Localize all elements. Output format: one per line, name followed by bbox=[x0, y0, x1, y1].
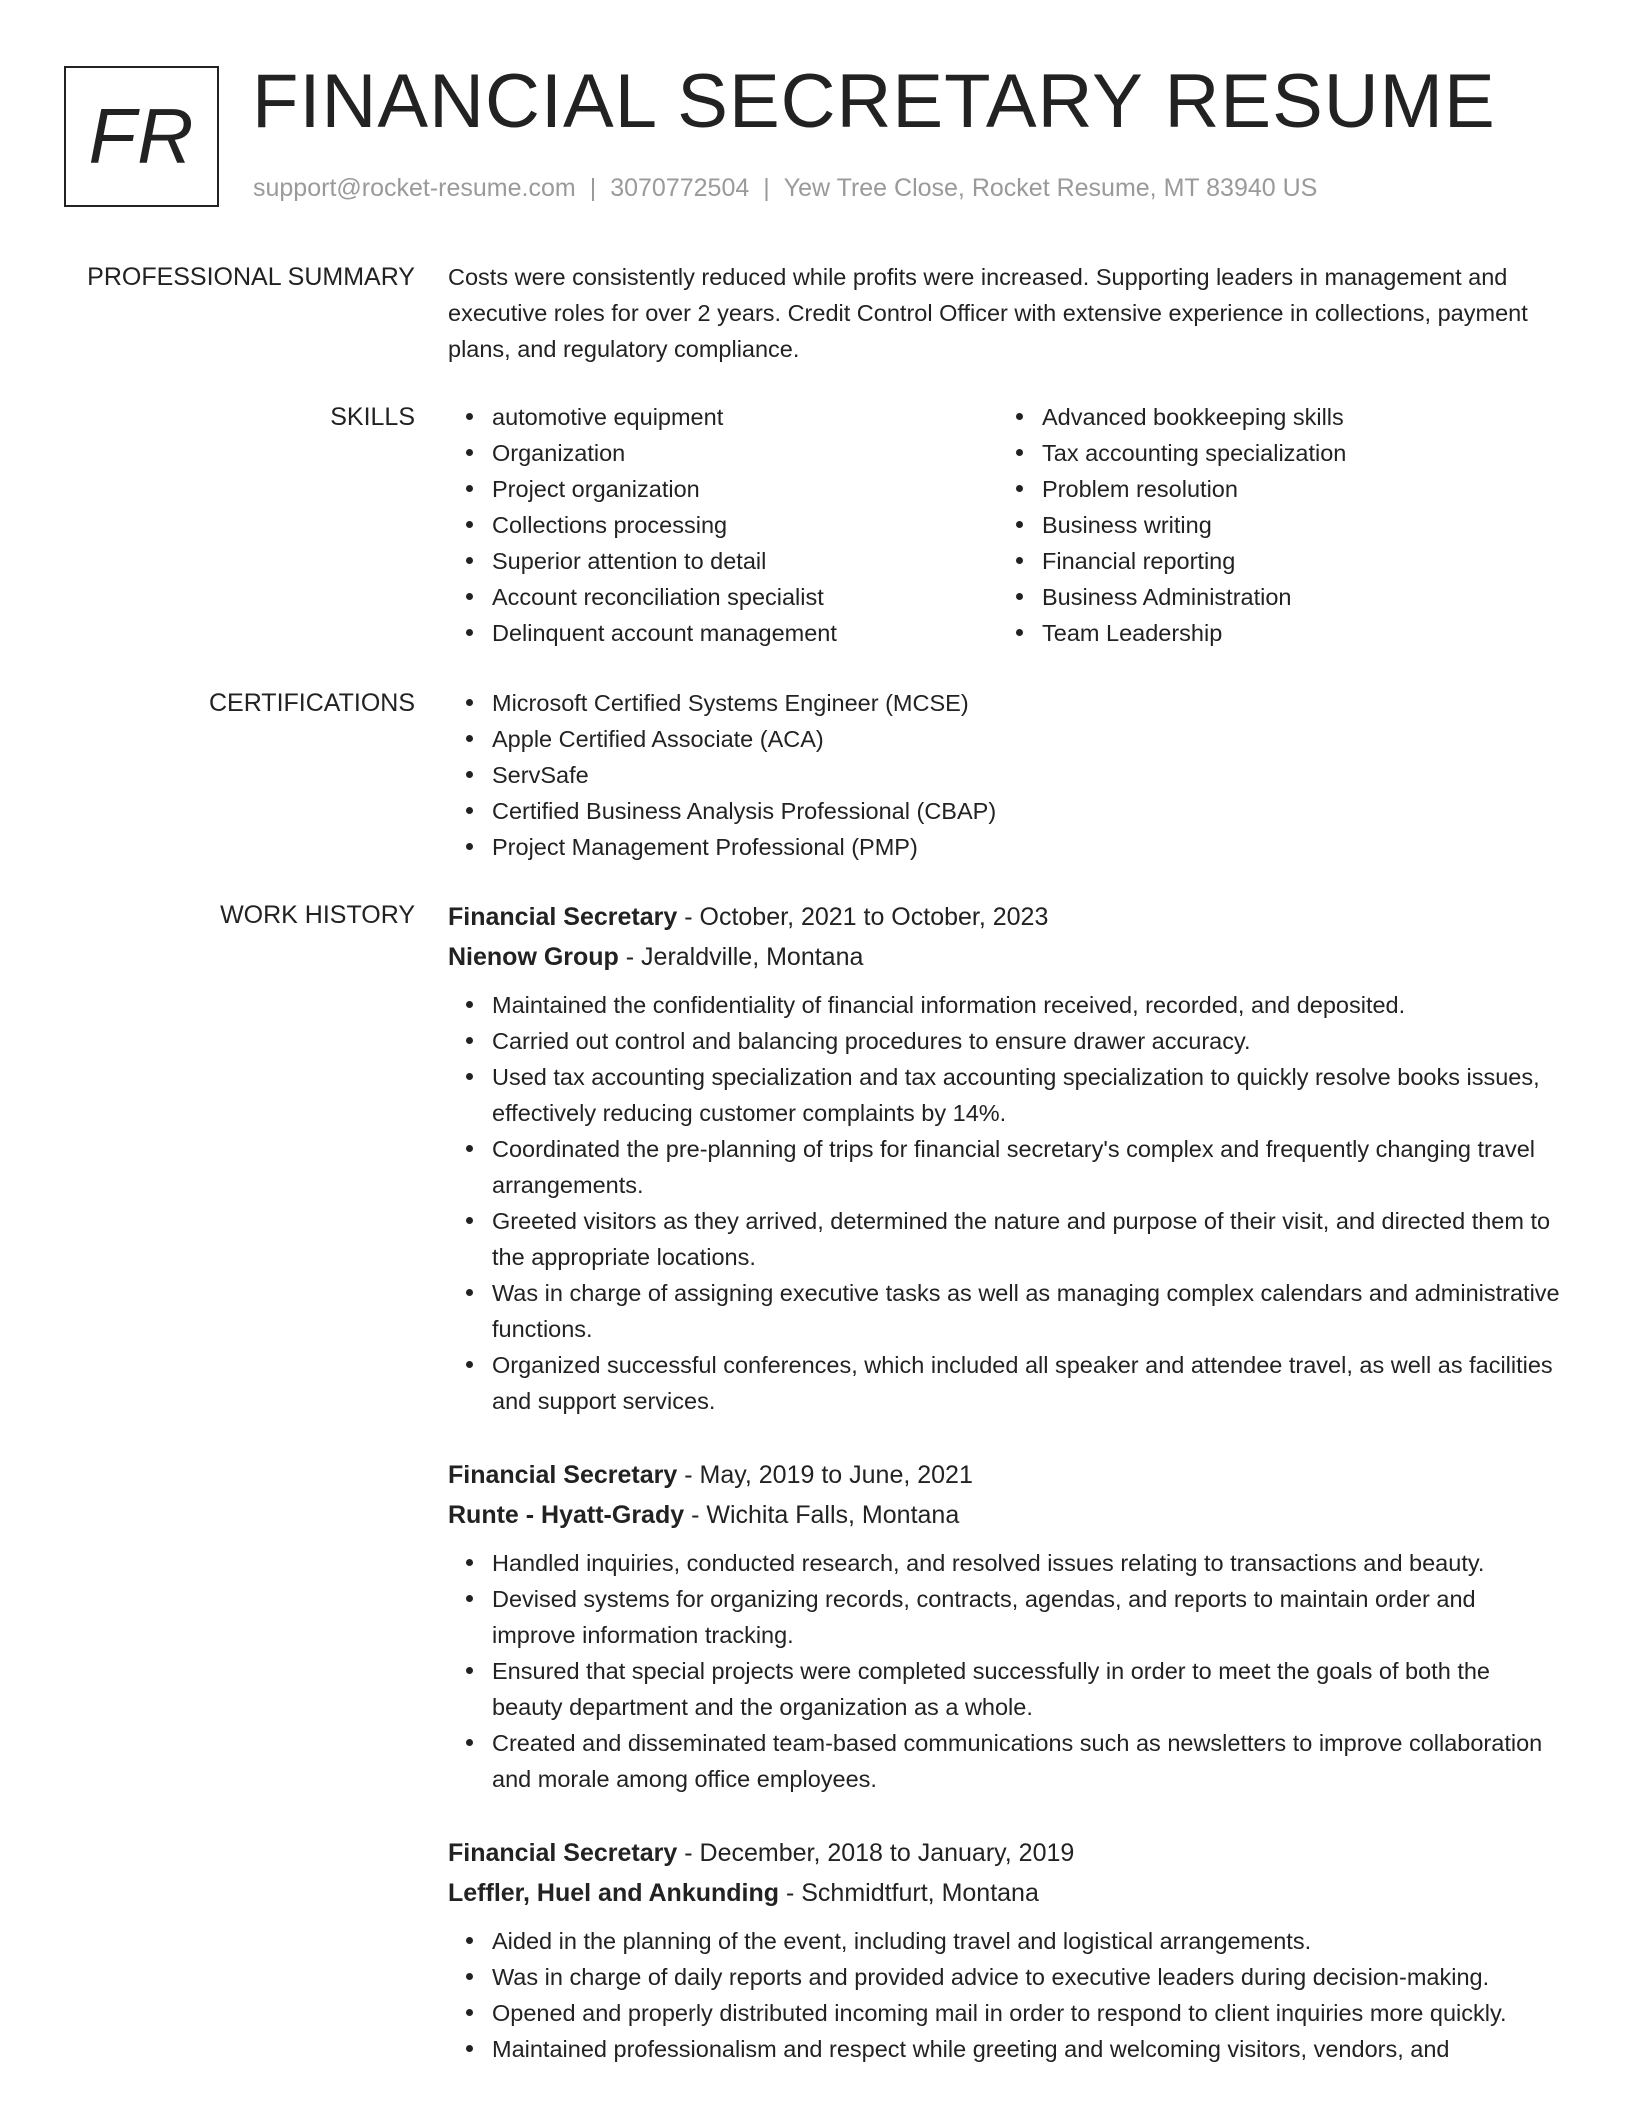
job-bullet: Organized successful conferences, which included all speaker and attendee travel, as well as facilities and support services. bbox=[492, 1347, 1560, 1419]
job-entry bbox=[448, 897, 1560, 1419]
work-history-body bbox=[448, 897, 1560, 2103]
certification-item: Project Management Professional (PMP) bbox=[492, 829, 1560, 865]
job-title-line bbox=[448, 897, 1560, 937]
skill-item: Team Leadership bbox=[1042, 615, 1548, 651]
skill-item: Project organization bbox=[492, 471, 998, 507]
skills-list-left bbox=[448, 399, 998, 651]
contact-address: Yew Tree Close, Rocket Resume, MT 83940 US bbox=[783, 174, 1318, 202]
job-company-line bbox=[448, 937, 1560, 977]
contact-separator: | bbox=[763, 174, 770, 202]
skill-item: Business writing bbox=[1042, 507, 1548, 543]
job-bullet: Carried out control and balancing procedures to ensure drawer accuracy. bbox=[492, 1023, 1560, 1059]
job-bullet: Maintained the confidentiality of financial information received, recorded, and deposited. bbox=[492, 987, 1560, 1023]
job-entry bbox=[448, 1455, 1560, 1797]
job-bullet: Was in charge of daily reports and provided advice to executive leaders during decision-making. bbox=[492, 1959, 1560, 1995]
summary-body bbox=[448, 259, 1560, 367]
resume-title: FINANCIAL SECRETARY RESUME bbox=[252, 59, 1496, 144]
skill-item: automotive equipment bbox=[492, 399, 998, 435]
skill-item: Superior attention to detail bbox=[492, 543, 998, 579]
summary-text: Costs were consistently reduced while profits were increased. Supporting leaders in management and executive roles for over 2 years. Credit Control Officer with extensive experience in collections, payment plans, and regulatory compliance. bbox=[448, 264, 1528, 362]
job-bullet: Used tax accounting specialization and tax accounting specialization to quickly resolve books issues, effectively reducing customer complaints by 14%. bbox=[492, 1059, 1560, 1131]
job-location: - Jeraldville, Montana bbox=[618, 943, 864, 971]
job-company-line bbox=[448, 1873, 1560, 1913]
job-location: - Schmidtfurt, Montana bbox=[779, 1879, 1039, 1907]
skills-columns bbox=[448, 399, 1560, 651]
job-bullet-list bbox=[448, 987, 1560, 1419]
job-company: Leffler, Huel and Ankunding bbox=[448, 1879, 780, 1907]
certification-item: Microsoft Certified Systems Engineer (MCSE) bbox=[492, 685, 1560, 721]
job-title: Financial Secretary bbox=[448, 1839, 678, 1867]
job-dates: - December, 2018 to January, 2019 bbox=[677, 1839, 1075, 1867]
job-company: Runte - Hyatt-Grady bbox=[448, 1501, 685, 1529]
skill-item: Delinquent account management bbox=[492, 615, 998, 651]
skill-item: Collections processing bbox=[492, 507, 998, 543]
job-bullet: Was in charge of assigning executive tasks as well as managing complex calendars and administrative functions. bbox=[492, 1275, 1560, 1347]
certifications-body bbox=[448, 685, 1560, 865]
skill-item: Problem resolution bbox=[1042, 471, 1548, 507]
contact-phone: 3070772504 bbox=[610, 174, 750, 202]
job-company: Nienow Group bbox=[448, 943, 619, 971]
skills-list-right bbox=[998, 399, 1548, 651]
skills-heading: SKILLS bbox=[330, 403, 415, 431]
skill-item: Financial reporting bbox=[1042, 543, 1548, 579]
contact-separator: | bbox=[589, 174, 597, 202]
job-title-line bbox=[448, 1455, 1560, 1495]
job-bullet: Aided in the planning of the event, including travel and logistical arrangements. bbox=[492, 1923, 1560, 1959]
monogram-badge bbox=[64, 66, 219, 207]
job-bullet: Maintained professionalism and respect while greeting and welcoming visitors, vendors, and bbox=[492, 2031, 1560, 2067]
job-bullet: Ensured that special projects were completed successfully in order to meet the goals of both the beauty department and the organization as a whole. bbox=[492, 1653, 1560, 1725]
contact-email: support@rocket-resume.com bbox=[253, 174, 576, 202]
job-dates: - May, 2019 to June, 2021 bbox=[677, 1461, 973, 1489]
skill-item: Advanced bookkeeping skills bbox=[1042, 399, 1548, 435]
certifications-list bbox=[448, 685, 1560, 865]
job-title: Financial Secretary bbox=[448, 1461, 678, 1489]
monogram-initials: FR bbox=[88, 92, 195, 180]
job-location: - Wichita Falls, Montana bbox=[684, 1501, 960, 1529]
certification-item: Certified Business Analysis Professional (CBAP) bbox=[492, 793, 1560, 829]
job-bullet: Coordinated the pre-planning of trips for financial secretary's complex and frequently changing travel arrangements. bbox=[492, 1131, 1560, 1203]
certification-item: ServSafe bbox=[492, 757, 1560, 793]
job-bullet-list bbox=[448, 1545, 1560, 1797]
certifications-heading: CERTIFICATIONS bbox=[208, 689, 415, 717]
skills-body bbox=[448, 399, 1560, 651]
job-title-line bbox=[448, 1833, 1560, 1873]
job-dates: - October, 2021 to October, 2023 bbox=[677, 903, 1049, 931]
job-bullet: Greeted visitors as they arrived, determined the nature and purpose of their visit, and directed them to the appropriate locations. bbox=[492, 1203, 1560, 1275]
contact-line bbox=[253, 174, 1317, 203]
job-bullet: Handled inquiries, conducted research, and resolved issues relating to transactions and beauty. bbox=[492, 1545, 1560, 1581]
summary-heading: PROFESSIONAL SUMMARY bbox=[87, 263, 415, 291]
job-entry bbox=[448, 1833, 1560, 2067]
job-bullet-list bbox=[448, 1923, 1560, 2067]
certification-item: Apple Certified Associate (ACA) bbox=[492, 721, 1560, 757]
skill-item: Organization bbox=[492, 435, 998, 471]
skill-item: Tax accounting specialization bbox=[1042, 435, 1548, 471]
skill-item: Account reconciliation specialist bbox=[492, 579, 998, 615]
work-history-heading: WORK HISTORY bbox=[220, 901, 415, 929]
job-bullet: Devised systems for organizing records, contracts, agendas, and reports to maintain order and improve information tracking. bbox=[492, 1581, 1560, 1653]
job-title: Financial Secretary bbox=[448, 903, 678, 931]
job-company-line bbox=[448, 1495, 1560, 1535]
job-bullet: Created and disseminated team-based communications such as newsletters to improve collaboration and morale among office employees. bbox=[492, 1725, 1560, 1797]
skill-item: Business Administration bbox=[1042, 579, 1548, 615]
job-bullet: Opened and properly distributed incoming mail in order to respond to client inquiries more quickly. bbox=[492, 1995, 1560, 2031]
